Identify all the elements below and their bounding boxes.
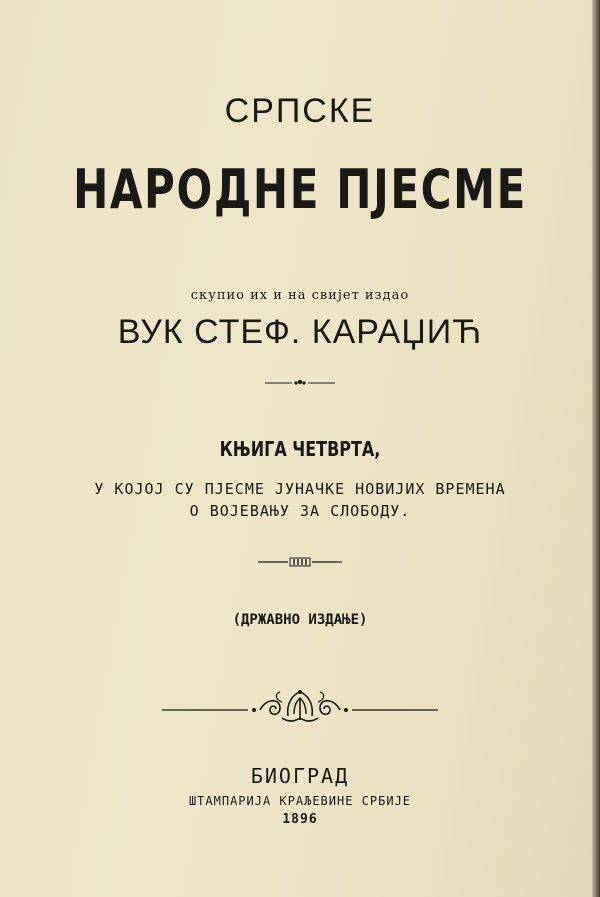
book-number: КЊИГА ЧЕТВРТА,	[219, 437, 381, 461]
description-line-1: У КОЈОЈ СУ ПЈЕСМЕ ЈУНАЧКЕ НОВИЈИХ ВРЕМЕНА	[94, 480, 506, 498]
main-title: НАРОДНЕ ПЈЕСМЕ	[73, 158, 527, 221]
printer-name: ШТАМПАРИЈА КРАЉЕВИНЕ СРБИЈЕ	[188, 794, 412, 808]
publication-city: БИОГРАД	[250, 764, 350, 788]
dotted-rule-ornament-icon	[0, 556, 600, 568]
floral-ornament-icon	[0, 688, 600, 728]
publication-year: 1896	[282, 812, 318, 827]
edition-label: (ДРЖАВНО ИЗДАЊЕ)	[232, 612, 368, 628]
small-rule-ornament-icon	[0, 378, 600, 388]
page-edge-shadow	[592, 0, 600, 897]
title-line-1: СРПСКЕ	[224, 92, 376, 130]
collected-by-line: скупио их и на свијет издао	[190, 288, 410, 303]
description-line-2: О ВОЈЕВАЊУ ЗА СЛОБОДУ.	[189, 502, 411, 520]
author-name: ВУК СТЕФ. КАРАЏИЋ	[117, 313, 483, 351]
